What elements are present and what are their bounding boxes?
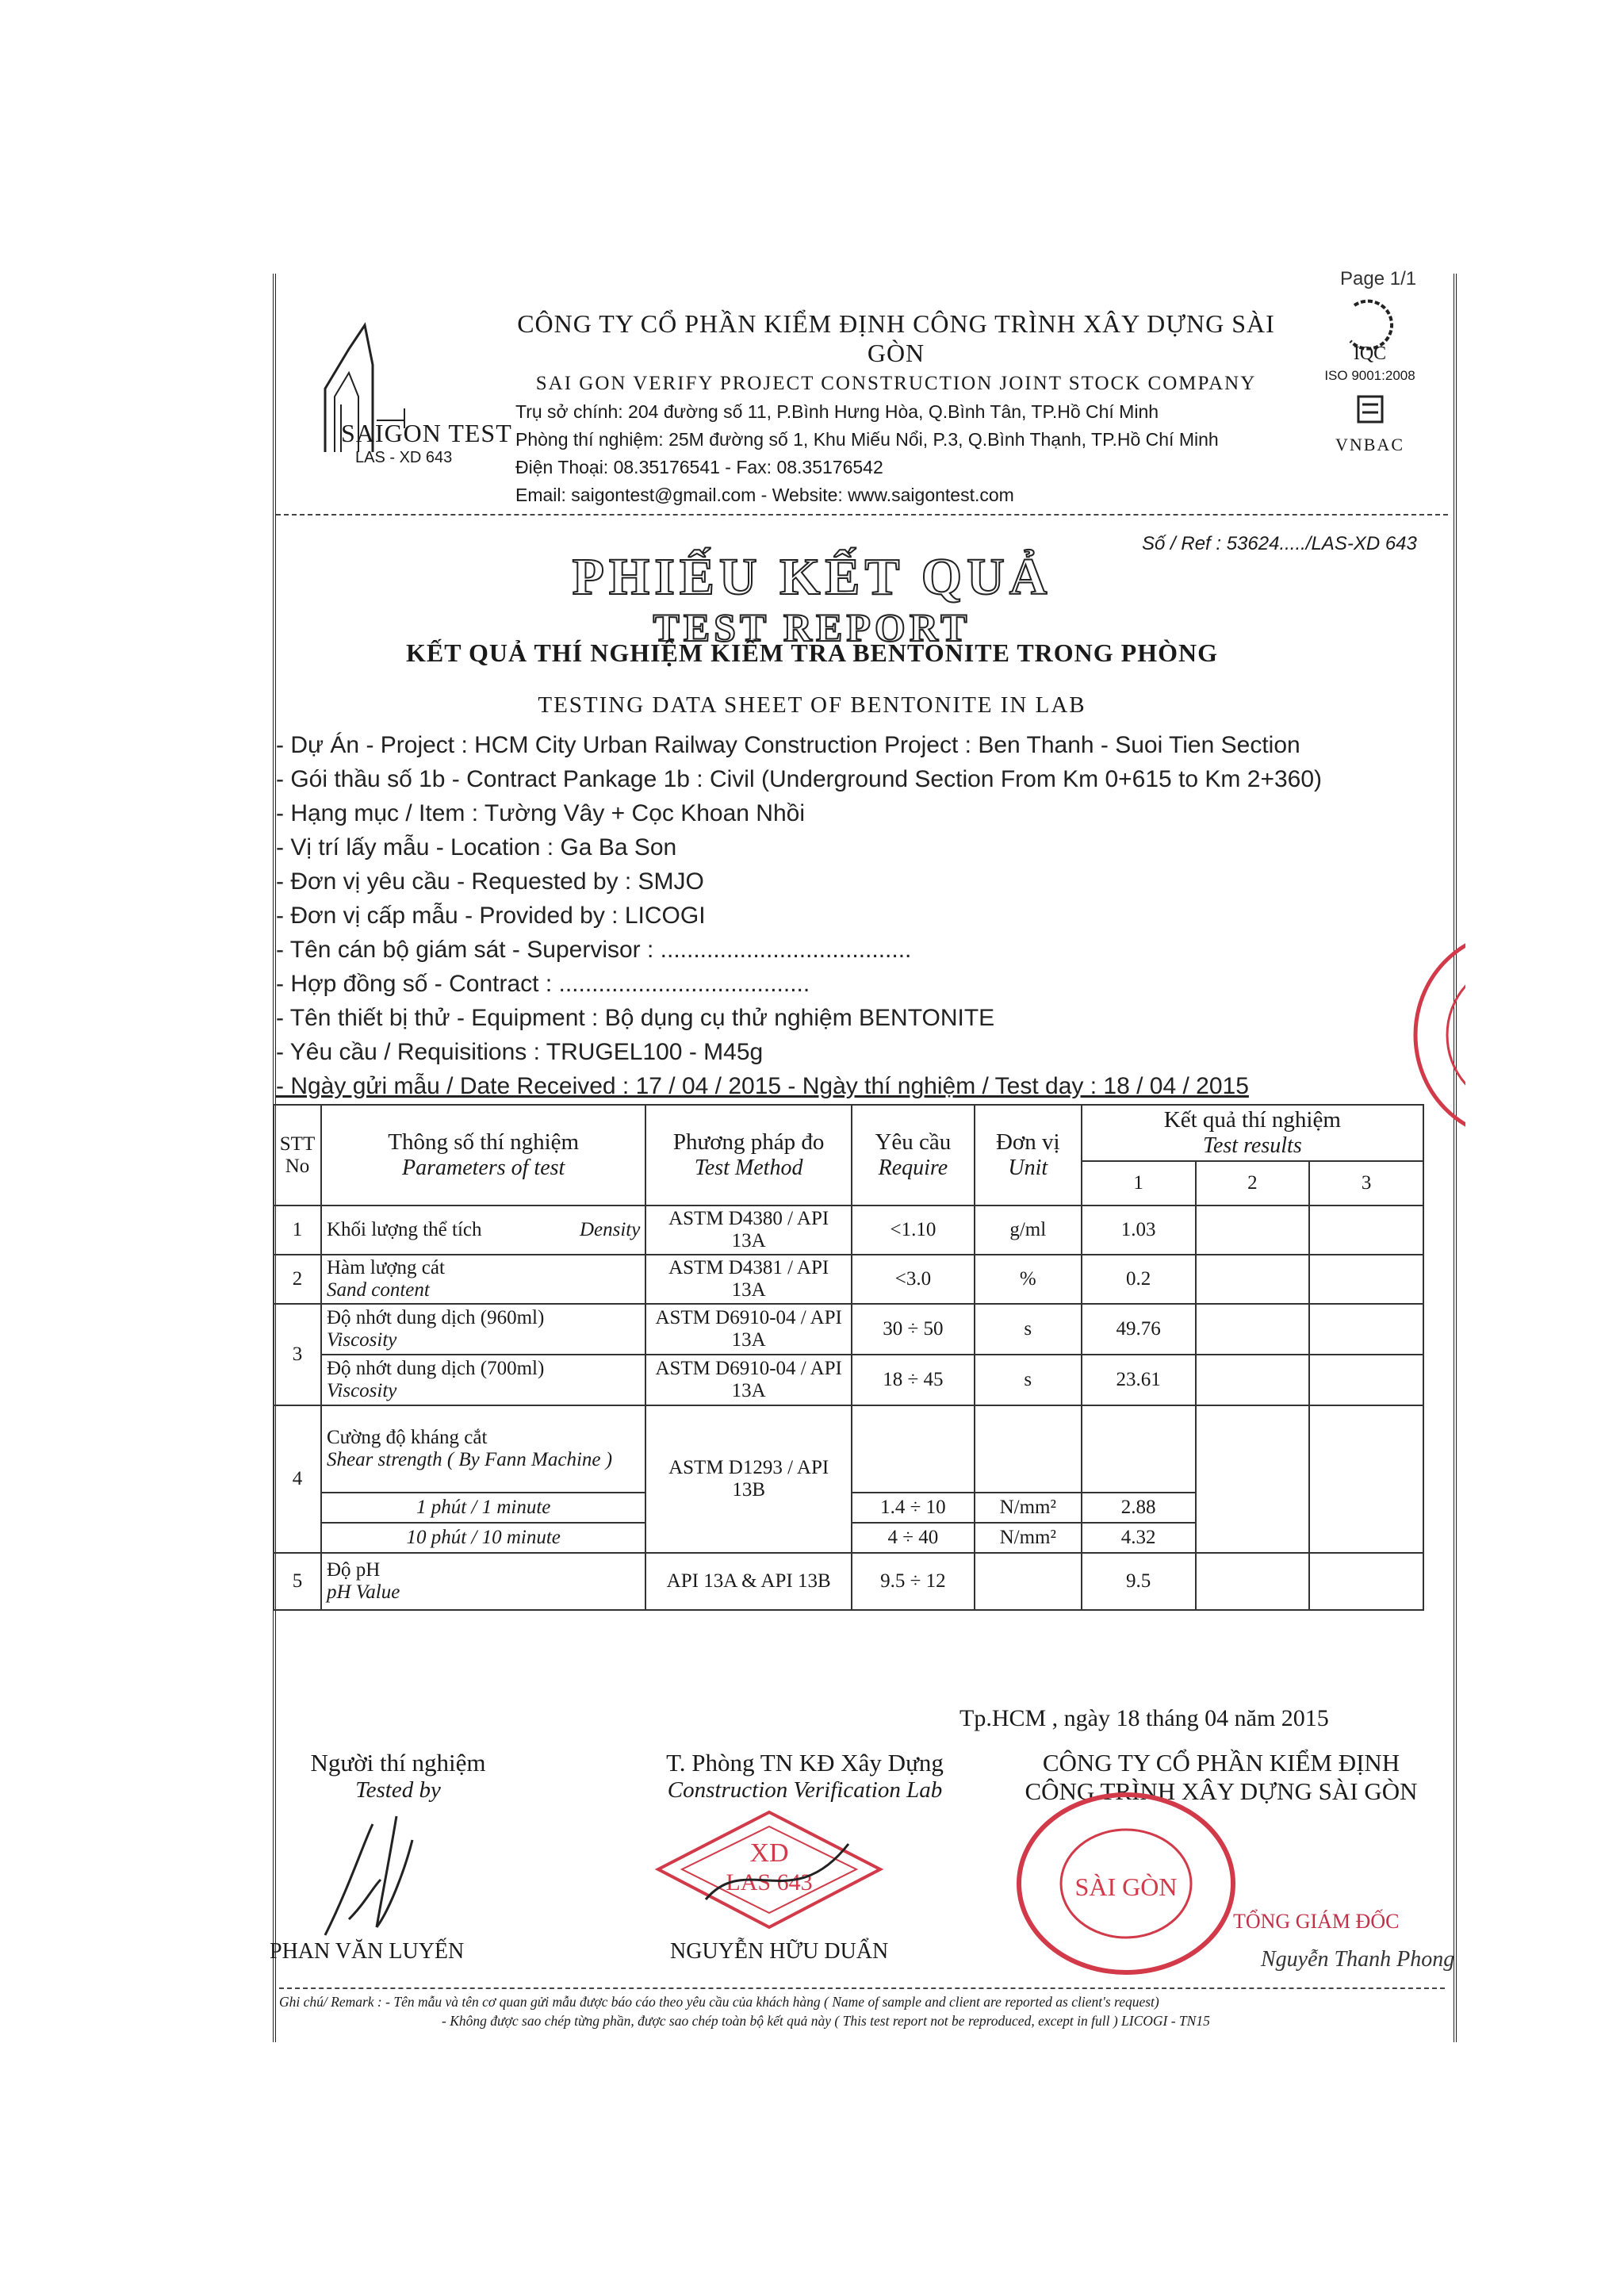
company-lab-address: Phòng thí nghiệm: 25M đường số 1, Khu Miếu Nổi, P.3, Q.Bình Thạnh, TP.Hồ Chí Minh (515, 429, 1219, 450)
table-header-row (274, 1105, 1423, 1161)
header-stt (274, 1105, 321, 1205)
table-row (274, 1405, 1423, 1493)
lab-stamp-icon (650, 1804, 888, 1935)
row-result-3 (1309, 1405, 1423, 1553)
svg-text:XD: XD (749, 1838, 789, 1868)
info-contract: - Hợp đồng số - Contract : ...................................... (276, 971, 810, 997)
vnbac-logo-icon (1346, 390, 1394, 430)
header-result-2: 2 (1196, 1161, 1310, 1205)
header-method (645, 1105, 852, 1205)
header-result-1: 1 (1082, 1161, 1196, 1205)
row-parameter (321, 1205, 645, 1255)
row-require: 1.4 ÷ 10 (852, 1493, 975, 1523)
row-require: 9.5 ÷ 12 (852, 1553, 975, 1610)
row-result-3 (1309, 1304, 1423, 1355)
header-parameters (321, 1105, 645, 1205)
row-no: 3 (274, 1304, 321, 1405)
row-result-1: 2.88 (1082, 1493, 1196, 1523)
certification-logos (1300, 297, 1439, 455)
header-param-vn: Thông số thí nghiệm (388, 1129, 580, 1155)
row-result-3 (1309, 1553, 1423, 1610)
company-name-vn: CÔNG TY CỔ PHẦN KIỂM ĐỊNH CÔNG TRÌNH XÂY DỰNG SÀI GÒN (517, 309, 1275, 367)
table-row (274, 1255, 1423, 1304)
header-unit-en: Unit (1008, 1156, 1048, 1180)
lab-subtitle: Construction Verification Lab (667, 1777, 943, 1803)
header-unit-vn: Đơn vị (995, 1129, 1060, 1155)
row-subparameter: 1 phút / 1 minute (321, 1493, 645, 1523)
row-parameter (321, 1553, 645, 1610)
row-subparameter: 10 phút / 10 minute (321, 1523, 645, 1553)
header-results-en: Test results (1202, 1133, 1302, 1158)
director-title: TỔNG GIÁM ĐỐC (1233, 1910, 1400, 1933)
company-sign-title-2: CÔNG TRÌNH XÂY DỰNG SÀI GÒN (1025, 1777, 1418, 1805)
remark (279, 1987, 1445, 2030)
tester-title: Người thí nghiệm (310, 1749, 486, 1777)
tester-subtitle: Tested by (355, 1777, 441, 1803)
info-item: - Hạng mục / Item : Tường Vây + Cọc Khoan Nhồi (276, 800, 806, 826)
lab-head-name: NGUYỄN HỮU DUẨN (670, 1939, 889, 1964)
row-result-1: 49.76 (1082, 1304, 1196, 1355)
iqc-label: IQC (1353, 343, 1387, 364)
row-param-vn: Độ nhớt dung dịch (700ml) (326, 1358, 545, 1379)
row-param-en: Density (579, 1219, 641, 1240)
header-require (852, 1105, 975, 1205)
header-divider (276, 514, 1448, 516)
row-param-vn: Khối lượng thể tích (326, 1219, 482, 1240)
header-require-vn: Yêu cầu (875, 1129, 952, 1155)
row-param-vn: Độ nhớt dung dịch (960ml) (326, 1307, 545, 1328)
row-require: 30 ÷ 50 (852, 1304, 975, 1355)
header-require-en: Require (878, 1156, 948, 1180)
row-require: 4 ÷ 40 (852, 1523, 975, 1553)
report-date: Tp.HCM , ngày 18 tháng 04 năm 2015 (959, 1705, 1329, 1731)
info-supervisor: - Tên cán bộ giám sát - Supervisor : ...................................... (276, 937, 912, 963)
info-requested-by: - Đơn vị yêu cầu - Requested by : SMJO (276, 868, 704, 895)
info-location: - Vị trí lấy mẫu - Location : Ga Ba Son (276, 834, 677, 861)
row-unit: s (975, 1355, 1082, 1405)
logo-subtext: LAS - XD 643 (355, 449, 453, 466)
row-result-2 (1196, 1205, 1310, 1255)
lab-title: T. Phòng TN KĐ Xây Dựng (666, 1749, 944, 1777)
row-no: 2 (274, 1255, 321, 1304)
header-results-vn: Kết quả thí nghiệm (1163, 1107, 1341, 1133)
row-result-2 (1196, 1355, 1310, 1405)
info-contract-package: - Gói thầu số 1b - Contract Pankage 1b : Civil (Underground Section From Km 0+615 to Km 2+360) (276, 766, 1323, 792)
row-param-vn: Độ pH (326, 1559, 381, 1581)
header-param-en: Parameters of test (402, 1156, 565, 1180)
project-info (276, 728, 1450, 1103)
row-param-en: Shear strength ( By Fann Machine ) (326, 1449, 613, 1470)
header-unit (975, 1105, 1082, 1205)
row-param-en: Viscosity (326, 1380, 397, 1401)
remark-line-2: - Không được sao chép từng phần, được sao chép toàn bộ kết quả này ( This test report not be reproduced, except in full ) LICOGI - TN15 (442, 2013, 1210, 2029)
company-address: Trụ sở chính: 204 đường số 11, P.Bình Hưng Hòa, Q.Bình Tân, TP.Hồ Chí Minh (515, 401, 1159, 422)
director-name: Nguyễn Thanh Phong (1261, 1947, 1455, 1972)
row-require (852, 1405, 975, 1493)
row-result-1: 0.2 (1082, 1255, 1196, 1304)
header-result-3: 3 (1309, 1161, 1423, 1205)
row-no: 5 (274, 1553, 321, 1610)
saigon-test-logo (317, 317, 512, 484)
row-param-en: Viscosity (326, 1329, 397, 1351)
lab-signature-block (626, 1749, 983, 1803)
row-result-2 (1196, 1405, 1310, 1553)
subtitle-vn: KẾT QUẢ THÍ NGHIỆM KIỂM TRA BENTONITE TRONG PHÒNG (405, 638, 1218, 667)
info-project: - Dự Án - Project : HCM City Urban Railway Construction Project : Ben Thanh - Suoi Tien Section (276, 732, 1300, 758)
row-no: 1 (274, 1205, 321, 1255)
remark-line-1: Ghi chú/ Remark : - Tên mẫu và tên cơ quan gửi mẫu được báo cáo theo yêu cầu của khách hàng ( Name of sample and client are reported as client's request) (279, 1994, 1159, 2010)
header-results (1082, 1105, 1423, 1161)
row-result-3 (1309, 1205, 1423, 1255)
row-result-1: 23.61 (1082, 1355, 1196, 1405)
row-unit: N/mm² (975, 1523, 1082, 1553)
header-method-en: Test Method (694, 1156, 803, 1180)
row-unit (975, 1405, 1082, 1493)
row-param-vn: Cường độ kháng cắt (326, 1427, 488, 1448)
tester-handwritten-signature (301, 1792, 476, 1943)
row-require: <1.10 (852, 1205, 975, 1255)
row-method: ASTM D4380 / API 13A (645, 1205, 852, 1255)
stamp-text: SÀI GÒN (1074, 1872, 1178, 1901)
company-email: Email: saigontest@gmail.com - Website: www.saigontest.com (515, 485, 1014, 505)
row-result-1 (1082, 1405, 1196, 1493)
side-red-stamp-icon (1411, 924, 1465, 1146)
iso-label: ISO 9001:2008 (1324, 368, 1415, 383)
row-method: ASTM D6910-04 / API 13A (645, 1355, 852, 1405)
row-method: ASTM D4381 / API 13A (645, 1255, 852, 1304)
company-phone: Điện Thoại: 08.35176541 - Fax: 08.35176542 (515, 457, 883, 477)
info-dates: - Ngày gửi mẫu / Date Received : 17 / 04 / 2015 - Ngày thí nghiệm / Test day : 18 / 04 / 2015 (276, 1073, 1249, 1099)
table-row (274, 1205, 1423, 1255)
header-method-vn: Phương pháp đo (672, 1129, 825, 1155)
tester-name: PHAN VĂN LUYẾN (270, 1939, 465, 1964)
row-unit: N/mm² (975, 1493, 1082, 1523)
row-method: API 13A & API 13B (645, 1553, 852, 1610)
row-result-2 (1196, 1553, 1310, 1610)
vnbac-label: VNBAC (1335, 435, 1404, 454)
row-parameter (321, 1405, 645, 1493)
page-label: Page 1/1 (1340, 268, 1417, 289)
results-table (273, 1104, 1424, 1611)
row-method: ASTM D1293 / API 13B (645, 1405, 852, 1553)
info-provided-by: - Đơn vị cấp mẫu - Provided by : LICOGI (276, 903, 706, 929)
title-vn: PHIẾU KẾT QUẢ (572, 548, 1052, 606)
company-sign-title-1: CÔNG TY CỔ PHẦN KIỂM ĐỊNH (1042, 1749, 1400, 1777)
row-unit (975, 1553, 1082, 1610)
row-parameter (321, 1255, 645, 1304)
row-unit: % (975, 1255, 1082, 1304)
row-require: 18 ÷ 45 (852, 1355, 975, 1405)
header-no-label: No (285, 1155, 310, 1177)
reference-number: Số / Ref : 53624...../LAS-XD 643 (1142, 533, 1417, 554)
row-result-3 (1309, 1255, 1423, 1304)
row-parameter (321, 1355, 645, 1405)
table-row (274, 1304, 1423, 1355)
table-row (274, 1355, 1423, 1405)
info-requisitions: - Yêu cầu / Requisitions : TRUGEL100 - M45g (276, 1039, 764, 1065)
row-result-1: 9.5 (1082, 1553, 1196, 1610)
row-unit: g/ml (975, 1205, 1082, 1255)
row-result-1: 4.32 (1082, 1523, 1196, 1553)
svg-text:LAS 643: LAS 643 (726, 1869, 813, 1895)
row-result-1: 1.03 (1082, 1205, 1196, 1255)
row-param-en: pH Value (326, 1581, 400, 1603)
subtitle-en: TESTING DATA SHEET OF BENTONITE IN LAB (538, 692, 1086, 718)
row-result-3 (1309, 1355, 1423, 1405)
logo-text: SAIGON TEST (341, 419, 512, 447)
info-equipment: - Tên thiết bị thử - Equipment : Bộ dụng cụ thử nghiệm BENTONITE (276, 1005, 995, 1031)
row-no: 4 (274, 1405, 321, 1553)
table-row (274, 1553, 1423, 1610)
row-parameter (321, 1304, 645, 1355)
company-header (508, 309, 1285, 506)
title-en: TEST REPORT (653, 605, 971, 650)
row-param-en: Sand content (326, 1279, 430, 1301)
header-stt-label: STT (279, 1133, 316, 1155)
row-result-2 (1196, 1304, 1310, 1355)
company-red-stamp-icon (1011, 1788, 1241, 1979)
row-require: <3.0 (852, 1255, 975, 1304)
row-unit: s (975, 1304, 1082, 1355)
row-method: ASTM D6910-04 / API 13A (645, 1304, 852, 1355)
row-param-vn: Hàm lượng cát (326, 1257, 445, 1278)
row-result-2 (1196, 1255, 1310, 1304)
company-name-en: SAI GON VERIFY PROJECT CONSTRUCTION JOINT STOCK COMPANY (535, 373, 1257, 394)
